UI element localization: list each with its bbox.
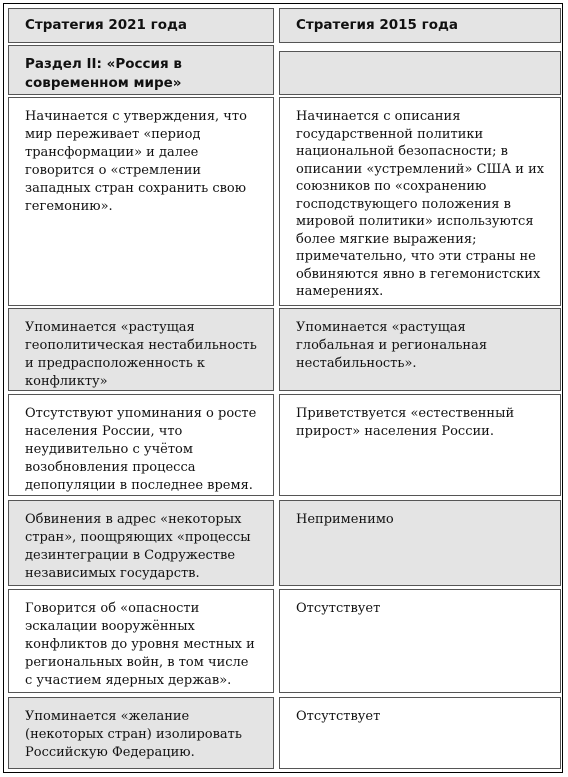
row-2-2015: Упоминается «растущая глобальная и региональная нестабильность». <box>279 308 561 391</box>
row-1-2015: Начинается с описания государственной политики национальной безопасности; в описании «устремлений» США и их союзников по «сохранению господствующего положения в мировой политики» используются более мягкие выражения; примечательно, что эти страны не обвиняются явно в гегемонистских намерениях. <box>279 97 561 306</box>
section-title: Раздел II: «Россия в современном мире» <box>8 45 274 95</box>
row-3-2015: Приветствуется «естественный прирост» населения России. <box>279 394 561 496</box>
row-4-2021: Обвинения в адрес «некоторых стран», поощряющих «процессы дезинтеграции в Содружестве независимых государств. <box>8 500 274 586</box>
header-2015: Стратегия 2015 года <box>279 8 561 43</box>
row-2-2021: Упоминается «растущая геополитическая нестабильность и предрасположенность к конфликту» <box>8 308 274 391</box>
row-5-2015: Отсутствует <box>279 589 561 693</box>
row-4-2015: Неприменимо <box>279 500 561 586</box>
row-6-2021: Упоминается «желание (некоторых стран) изолировать Российскую Федерацию. <box>8 697 274 769</box>
header-2021: Стратегия 2021 года <box>8 8 274 43</box>
section-empty-cell <box>279 51 561 95</box>
row-1-2021: Начинается с утверждения, что мир переживает «период трансформации» и далее говорится о «стремлении западных стран сохранить свою гегемонию». <box>8 97 274 306</box>
row-6-2015: Отсутствует <box>279 697 561 769</box>
row-5-2021: Говорится об «опасности эскалации вооружённых конфликтов до уровня местных и региональных войн, в том числе с участием ядерных держав». <box>8 589 274 693</box>
row-3-2021: Отсутствуют упоминания о росте населения России, что неудивительно с учётом возобновления процесса депопуляции в последнее время. <box>8 394 274 496</box>
